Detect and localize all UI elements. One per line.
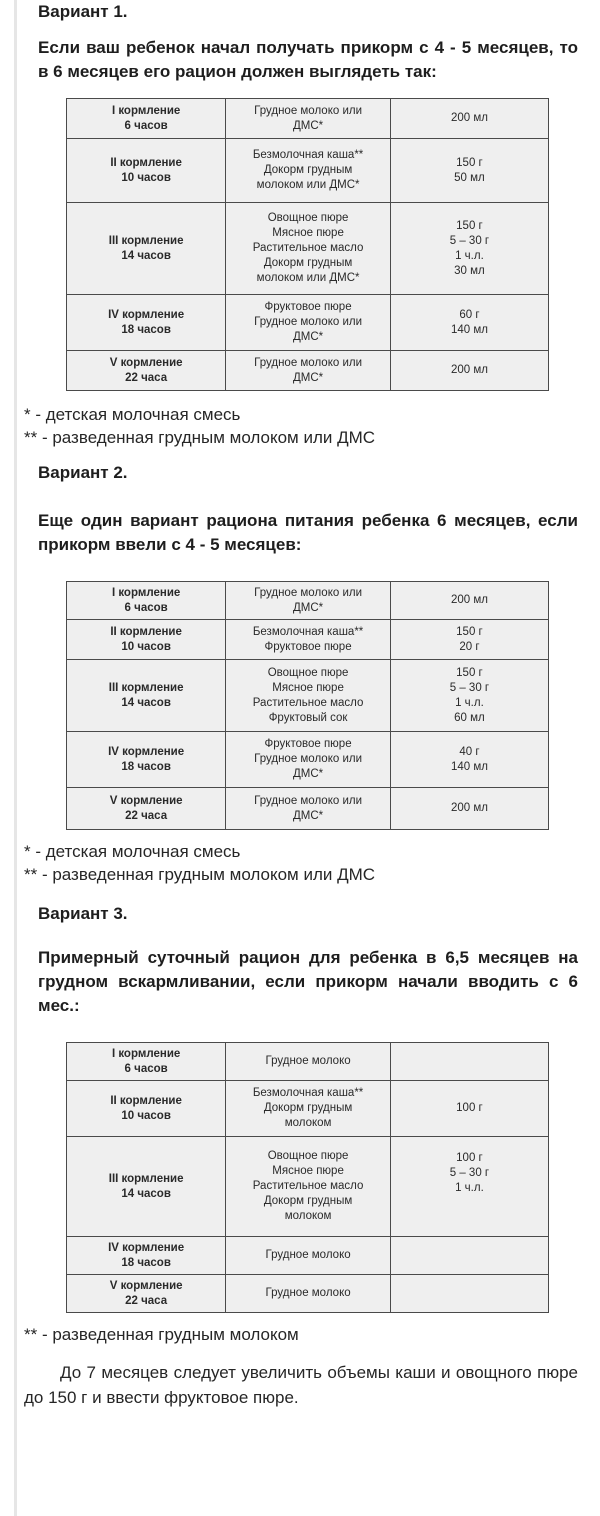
- amount-item: 200 мл: [450, 112, 488, 124]
- food-item: Мясное пюре: [272, 1165, 344, 1177]
- feeding-label: II кормление: [110, 1094, 182, 1107]
- amount-item: 50 мл: [454, 171, 485, 184]
- feeding-label: I кормление: [111, 1047, 181, 1060]
- amount-item: 150 г: [456, 219, 483, 232]
- feeding-label: I кормление: [111, 586, 181, 599]
- table-row: [67, 1275, 549, 1313]
- table-row: [67, 1237, 549, 1275]
- amount-item: 100 г: [456, 1152, 483, 1164]
- feeding-label: V кормление: [109, 794, 183, 807]
- table-row: [67, 732, 549, 788]
- feeding-label: IV кормление: [108, 1241, 185, 1254]
- feeding-label: V кормление: [109, 1279, 183, 1292]
- amount-item: 150 г: [456, 666, 483, 679]
- food-item: Грудное молоко или: [254, 794, 362, 807]
- amount-item: 5 – 30 г: [449, 681, 490, 694]
- table-row: [67, 1081, 549, 1137]
- amount-item: 100 г: [456, 1102, 483, 1114]
- table-row: [67, 582, 549, 620]
- variant2-intro: Еще один вариант рациона питания ребенка 6 месяцев, если прикорм ввели с 4 - 5 месяцев:: [38, 511, 578, 554]
- food-item: Грудное молоко или: [254, 104, 362, 117]
- amount-item: 60 г: [459, 308, 480, 321]
- variant1-title: Вариант 1.: [38, 2, 128, 21]
- table-row: [67, 1137, 549, 1237]
- table-row: [67, 295, 549, 351]
- amount-item: 200 мл: [450, 594, 488, 606]
- food-item: ДМС*: [293, 768, 324, 780]
- footnote: * - детская молочная смесь: [24, 405, 241, 424]
- table-row: [67, 660, 549, 732]
- amount-item: 40 г: [459, 745, 480, 758]
- table-row: [67, 203, 549, 295]
- food-item: Фруктовый сок: [268, 711, 348, 724]
- amount-item: 60 мл: [454, 711, 485, 724]
- food-item: молоком или ДМС*: [256, 179, 360, 191]
- amount-item: 1 ч.л.: [455, 696, 484, 709]
- food-item: Фруктовое пюре: [264, 640, 352, 653]
- food-item: Докорм грудным: [263, 164, 353, 176]
- amount-item: 1 ч.л.: [455, 1182, 484, 1194]
- footnote: ** - разведенная грудным молоком: [24, 1325, 299, 1344]
- food-item: Растительное масло: [252, 1180, 364, 1192]
- table-row: [67, 620, 549, 660]
- food-item: ДМС*: [293, 371, 324, 384]
- feeding-time: 14 часов: [121, 696, 171, 709]
- variant1-intro: Если ваш ребенок начал получать прикорм с 4 - 5 месяцев, то в 6 месяцев его рацион должен выглядеть так:: [38, 38, 578, 81]
- food-item: Фруктовое пюре: [264, 738, 352, 750]
- food-item: Фруктовое пюре: [264, 301, 352, 313]
- food-item: Мясное пюре: [272, 681, 344, 694]
- feeding-time: 14 часов: [121, 249, 171, 262]
- variant2-table: [66, 581, 549, 830]
- amount-item: 30 мл: [454, 264, 485, 277]
- variant3-title: Вариант 3.: [38, 904, 128, 923]
- food-item: молоком или ДМС*: [256, 272, 360, 284]
- table-row: [67, 99, 549, 139]
- feeding-time: 10 часов: [121, 1109, 171, 1122]
- feeding-label: III кормление: [108, 234, 184, 247]
- feeding-label: II кормление: [110, 625, 182, 638]
- amount-item: 200 мл: [450, 802, 488, 814]
- amount-empty: [390, 1275, 548, 1313]
- food-item: Мясное пюре: [272, 227, 344, 239]
- footnote: * - детская молочная смесь: [24, 842, 241, 861]
- food-item: Докорм грудным: [263, 257, 353, 269]
- feeding-time: 18 часов: [121, 323, 171, 336]
- feeding-label: III кормление: [108, 681, 184, 694]
- footnote: ** - разведенная грудным молоком или ДМС: [24, 865, 376, 884]
- amount-item: 20 г: [459, 640, 480, 653]
- amount-empty: [390, 1237, 548, 1275]
- food-item: Растительное масло: [252, 696, 364, 709]
- food-item: Грудное молоко: [265, 1055, 351, 1067]
- food-item: молоком: [284, 1210, 332, 1222]
- food-item: ДМС*: [293, 809, 324, 822]
- feeding-time: 18 часов: [121, 1256, 171, 1269]
- food-item: ДМС*: [293, 119, 324, 132]
- food-item: Безмолочная каша**: [252, 149, 364, 161]
- variant3-intro: Примерный суточный рацион для ребенка в 6,5 месяцев на грудном вскармливании, если прикорм начали вводить с 6 мес.:: [38, 948, 578, 1015]
- feeding-time: 10 часов: [121, 640, 171, 653]
- variant3-table: [66, 1042, 549, 1313]
- food-item: Овощное пюре: [267, 1150, 349, 1162]
- amount-item: 140 мл: [450, 323, 488, 336]
- feeding-time: 10 часов: [121, 171, 171, 184]
- food-item: Грудное молоко: [265, 1287, 351, 1299]
- food-item: Растительное масло: [252, 242, 364, 254]
- feeding-label: IV кормление: [108, 308, 185, 321]
- food-item: Грудное молоко или: [254, 356, 362, 369]
- food-item: Овощное пюре: [267, 666, 349, 679]
- food-item: Овощное пюре: [267, 212, 349, 224]
- amount-item: 5 – 30 г: [449, 1167, 490, 1179]
- feeding-label: III кормление: [108, 1172, 184, 1185]
- feeding-label: IV кормление: [108, 745, 185, 758]
- table-row: [67, 351, 549, 391]
- feeding-time: 18 часов: [121, 760, 171, 773]
- food-item: ДМС*: [293, 331, 324, 343]
- feeding-time: 6 часов: [124, 119, 168, 132]
- feeding-time: 22 часа: [125, 1294, 168, 1307]
- food-item: Грудное молоко или: [254, 753, 362, 765]
- food-item: Безмолочная каша**: [252, 1087, 364, 1099]
- feeding-time: 14 часов: [121, 1187, 171, 1200]
- article-content: [24, 0, 578, 1410]
- variant1-table: [66, 98, 549, 391]
- amount-empty: [390, 1043, 548, 1081]
- feeding-time: 22 часа: [125, 371, 168, 384]
- page-left-border: [14, 0, 17, 1516]
- feeding-label: II кормление: [110, 156, 182, 169]
- amount-item: 5 – 30 г: [449, 234, 490, 247]
- table-row: [67, 1043, 549, 1081]
- food-item: Грудное молоко или: [254, 586, 362, 599]
- amount-item: 140 мл: [450, 760, 488, 773]
- food-item: Безмолочная каша**: [252, 625, 364, 638]
- table-row: [67, 788, 549, 830]
- food-item: Грудное молоко или: [254, 316, 362, 328]
- amount-item: 150 г: [456, 156, 483, 169]
- amount-item: 150 г: [456, 625, 483, 638]
- footnote: ** - разведенная грудным молоком или ДМС: [24, 428, 376, 447]
- feeding-time: 6 часов: [124, 1062, 168, 1075]
- final-paragraph: До 7 месяцев следует увеличить объемы каши и овощного пюре до 150 г и ввести фруктовое пюре.: [24, 1363, 578, 1407]
- food-item: Грудное молоко: [265, 1249, 351, 1261]
- food-item: молоком: [284, 1117, 332, 1129]
- food-item: ДМС*: [293, 601, 324, 614]
- amount-item: 200 мл: [450, 364, 488, 376]
- food-item: Докорм грудным: [263, 1195, 353, 1207]
- table-row: [67, 139, 549, 203]
- amount-item: 1 ч.л.: [455, 249, 484, 262]
- feeding-time: 6 часов: [124, 601, 168, 614]
- feeding-label: V кормление: [109, 356, 183, 369]
- feeding-time: 22 часа: [125, 809, 168, 822]
- food-item: Докорм грудным: [263, 1102, 353, 1114]
- variant2-title: Вариант 2.: [38, 463, 128, 482]
- feeding-label: I кормление: [111, 104, 181, 117]
